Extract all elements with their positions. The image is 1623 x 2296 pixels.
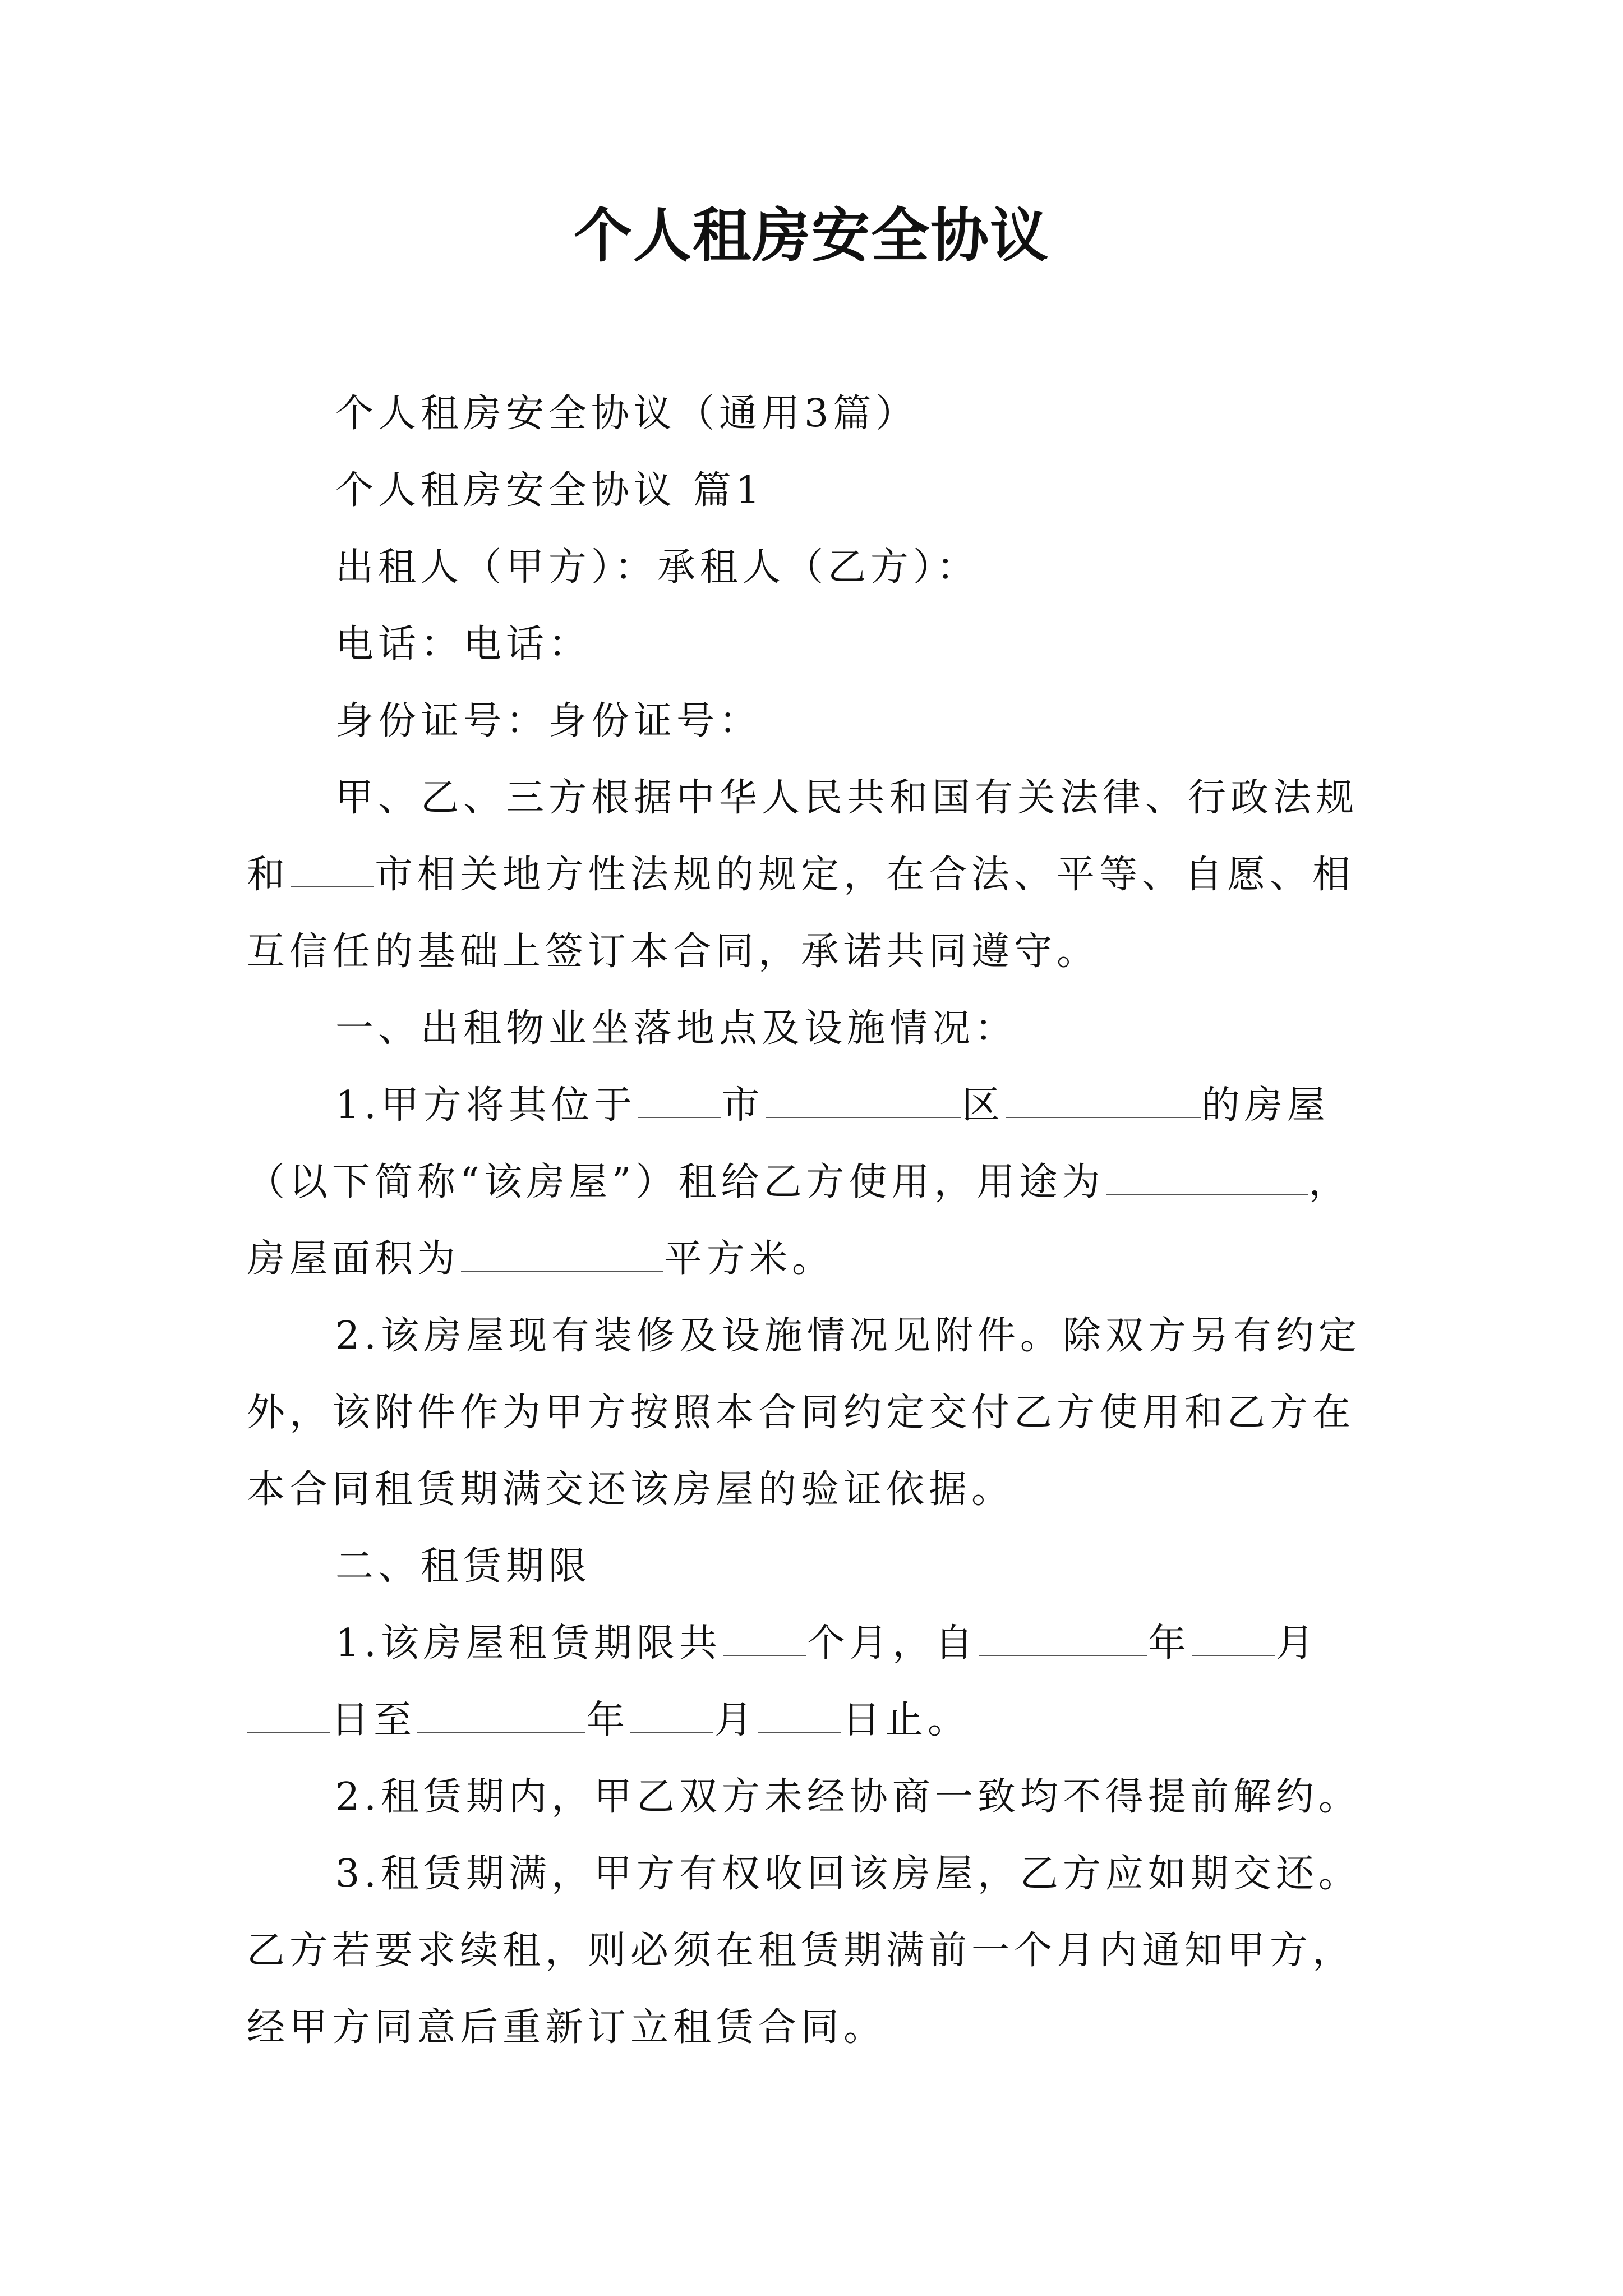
city-blank [638, 1085, 721, 1118]
item-text: 年 [587, 1698, 630, 1742]
end-day-blank [758, 1700, 841, 1733]
item-text: 区 [961, 1083, 1004, 1128]
preamble-text: 市相关地方性法规的规定，在合法、平等、自愿、相 [375, 853, 1355, 897]
preamble-line-2 [0, 847, 1623, 903]
article-2-item-1-line-2 [0, 1692, 1623, 1749]
usage-blank [1106, 1162, 1308, 1195]
item-text: 月 [714, 1698, 758, 1742]
item-text: 1.甲方将其位于 [335, 1083, 637, 1128]
article-2-item-2: 2.租赁期内，甲乙双方未经协商一致均不得提前解约。 [335, 1775, 1361, 1819]
months-blank [723, 1623, 806, 1656]
item-text: 的房屋 [1201, 1083, 1330, 1128]
article-1-item-1-line-3 [0, 1231, 1623, 1287]
article-2-item-1-line-1 [0, 1616, 1623, 1672]
item-text: 日至 [331, 1698, 417, 1742]
phone-line: 电话：电话： [335, 622, 592, 666]
article-2-item-3-line-2: 乙方若要求续租，则必须在租赁期满前一个月内通知甲方， [247, 1929, 1355, 1973]
preamble-line-1: 甲、乙、三方根据中华人民共和国有关法律、行政法规 [335, 776, 1359, 820]
item-text: 日止。 [842, 1698, 971, 1742]
city-blank [291, 855, 374, 887]
preamble-line-3: 互信任的基础上签订本合同，承诺共同遵守。 [247, 930, 1100, 974]
section-title: 个人租房安全协议 篇1 [335, 468, 764, 513]
parties-line: 出租人（甲方）：承租人（乙方）： [335, 545, 980, 590]
item-text: （以下简称“该房屋”）租给乙方使用，用途为 [247, 1160, 1105, 1204]
id-number-line: 身份证号：身份证号： [335, 699, 762, 743]
article-1-item-2-line-1: 2.该房屋现有装修及设施情况见附件。除双方另有约定 [335, 1314, 1361, 1358]
article-2-item-3-line-3: 经甲方同意后重新订立租赁合同。 [247, 2005, 887, 2050]
preamble-text: 和 [247, 853, 290, 897]
address-blank [1006, 1085, 1201, 1118]
article-1-item-1-line-1 [0, 1078, 1623, 1134]
item-text: 月 [1275, 1621, 1318, 1665]
end-year-blank [417, 1700, 585, 1733]
document-title: 个人租房安全协议 [573, 201, 1049, 270]
area-blank [461, 1239, 663, 1272]
article-2-item-3-line-1: 3.租赁期满，甲方有权收回该房屋，乙方应如期交还。 [335, 1852, 1361, 1896]
district-blank [766, 1085, 961, 1118]
article-1-item-2-line-3: 本合同租赁期满交还该房屋的验证依据。 [247, 1467, 1015, 1512]
item-text: 房屋面积为 [247, 1237, 460, 1281]
start-month-blank [1192, 1623, 1275, 1656]
item-text: 平方米。 [664, 1237, 835, 1281]
start-year-blank [979, 1623, 1147, 1656]
intro-title: 个人租房安全协议（通用3篇） [335, 392, 919, 436]
article-1-item-2-line-2: 外，该附件作为甲方按照本合同约定交付乙方使用和乙方在 [247, 1391, 1355, 1435]
start-day-blank [247, 1700, 330, 1733]
item-text: 市 [721, 1083, 764, 1128]
article-2-heading: 二、租赁期限 [335, 1544, 592, 1589]
item-text: 年 [1147, 1621, 1191, 1665]
item-text: ， [1308, 1160, 1352, 1204]
end-month-blank [630, 1700, 713, 1733]
item-text: 个月，自 [806, 1621, 978, 1665]
item-text: 1.该房屋租赁期限共 [335, 1621, 722, 1665]
article-1-heading: 一、出租物业坐落地点及设施情况： [335, 1006, 1018, 1051]
article-1-item-1-line-2 [0, 1154, 1623, 1211]
